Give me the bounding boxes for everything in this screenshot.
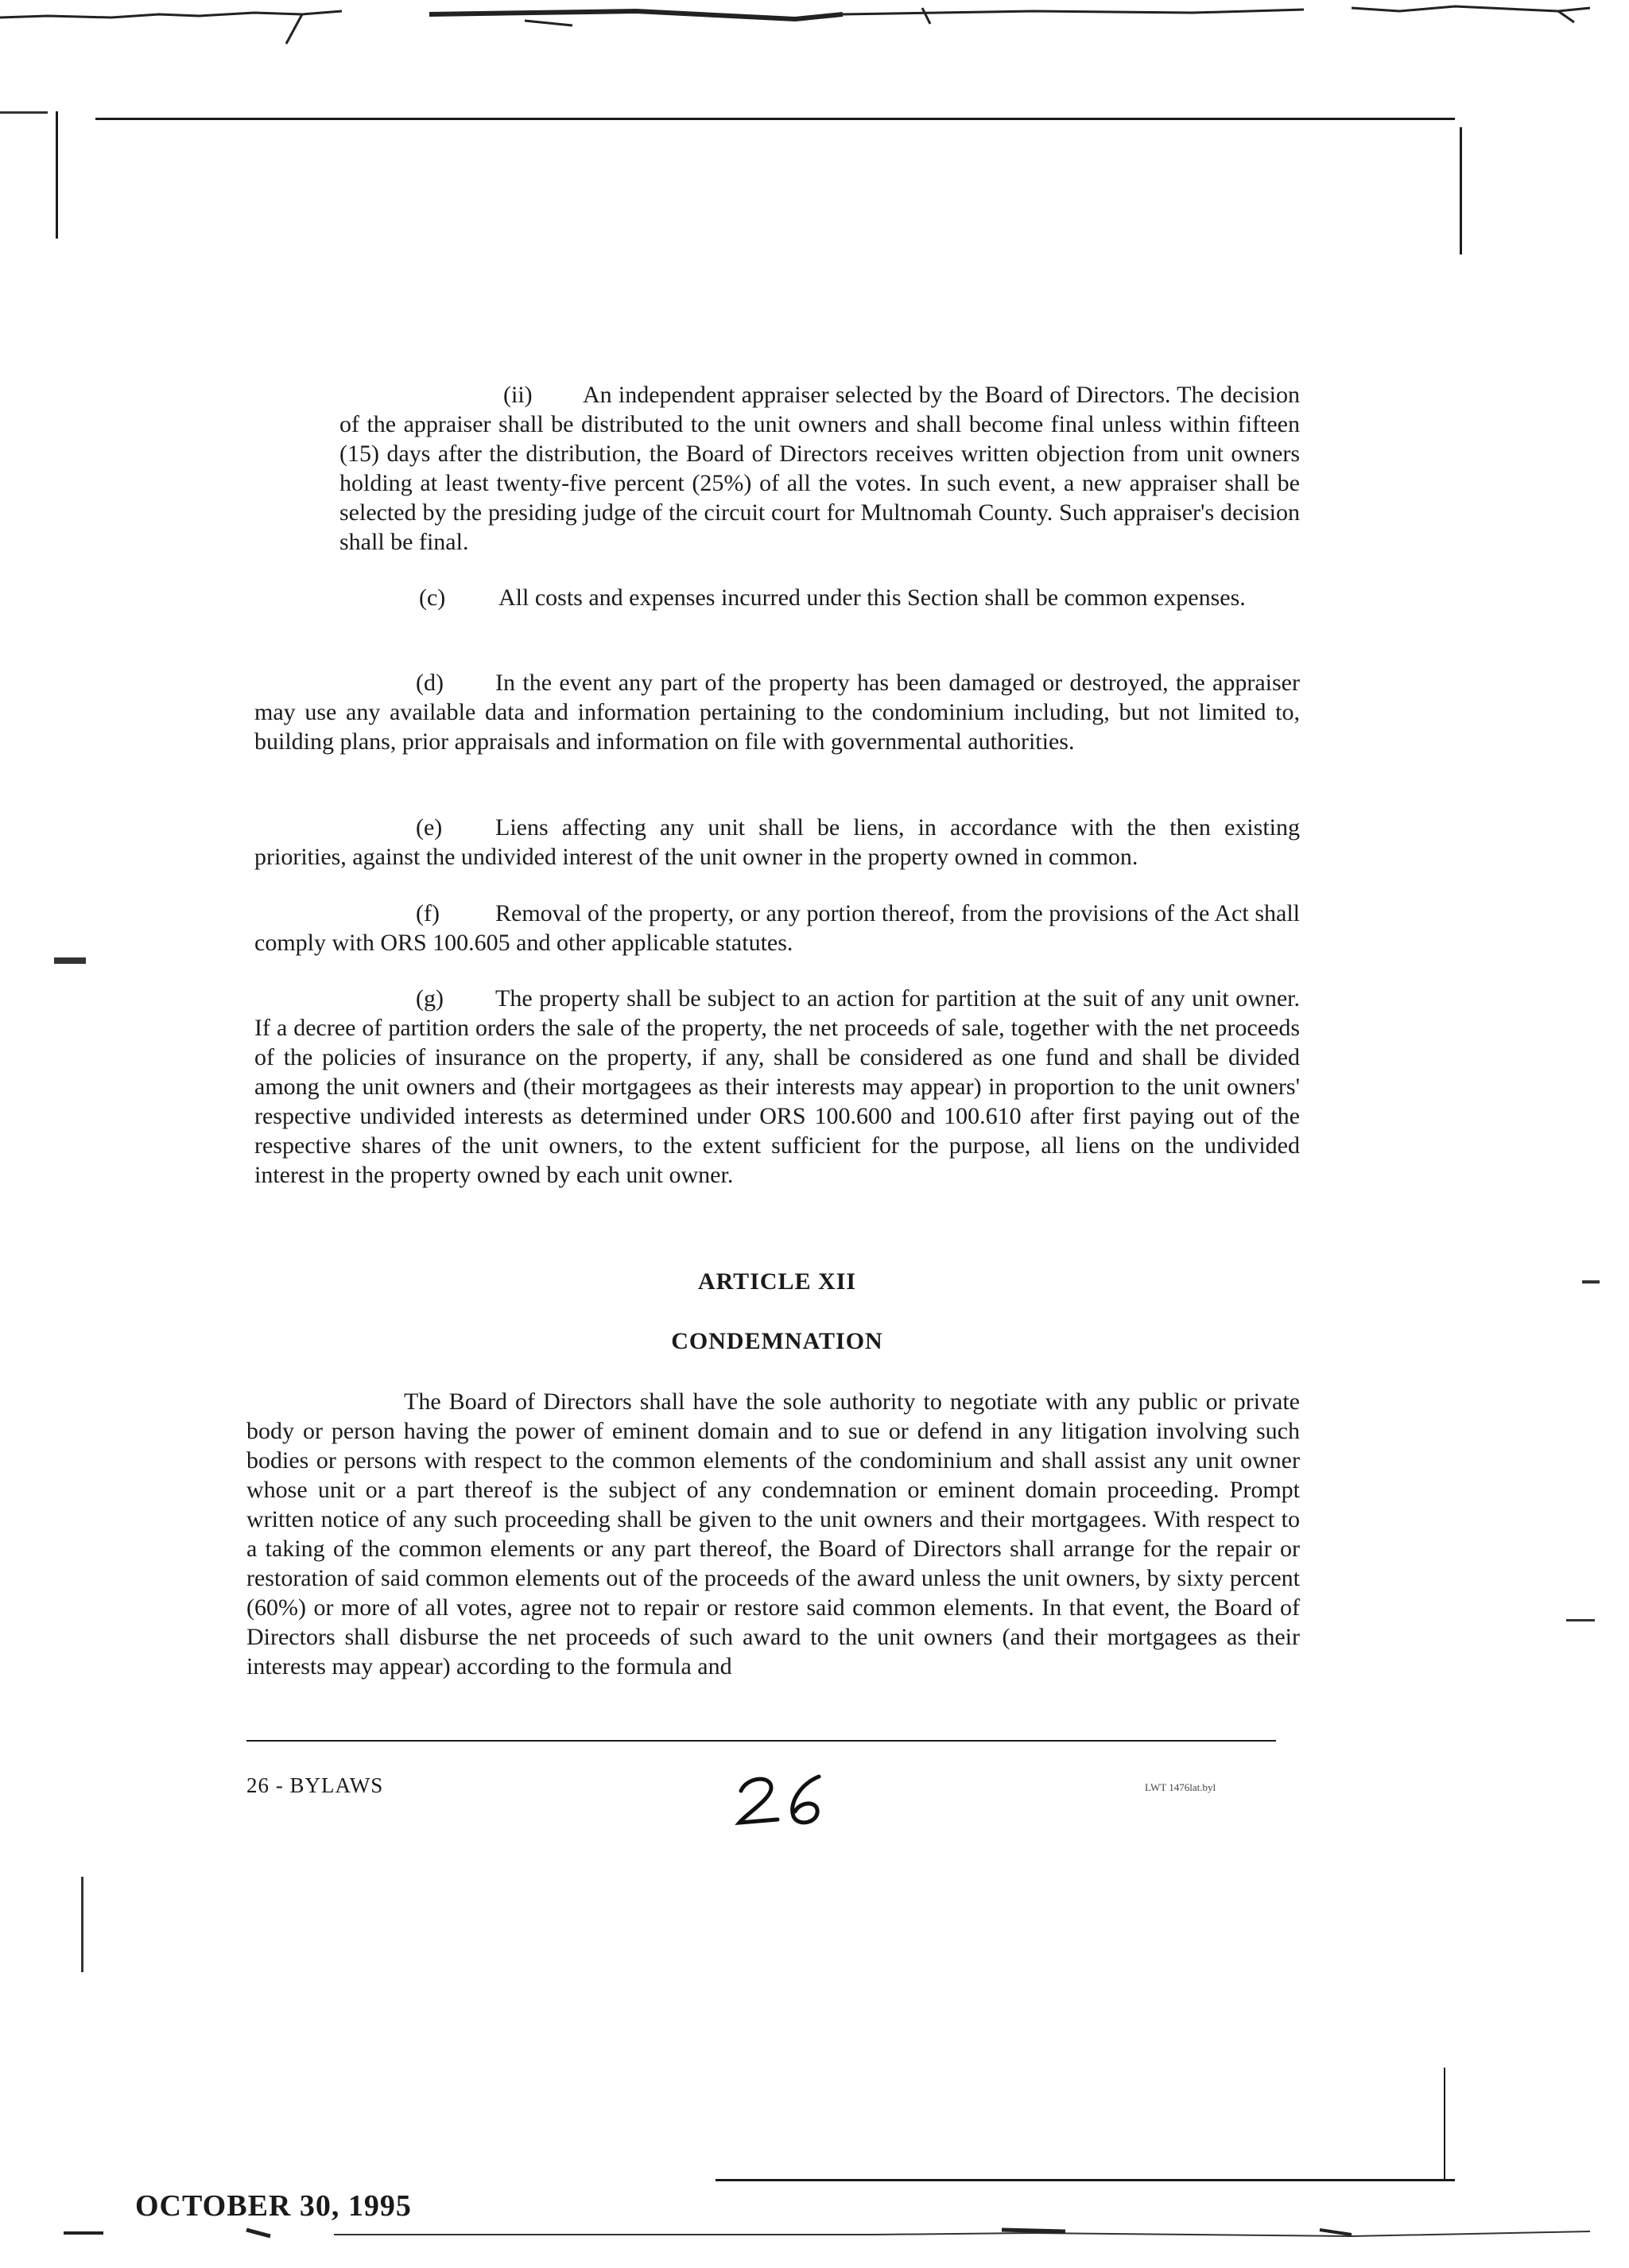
article-number: ARTICLE XII <box>697 1268 857 1295</box>
paragraph-text: All costs and expenses incurred under this Section shall be common expenses. <box>498 584 1246 611</box>
frame-right-rule <box>1460 127 1462 254</box>
paragraph-d <box>254 668 1300 756</box>
margin-mark <box>1566 1619 1595 1621</box>
article-body: The Board of Directors shall have the sole authority to negotiate with any public or private body or person having the power of eminent domain and to sue or defend in any litigation involving such bodies or persons with respect to the common elements of the condominium and shall assist any unit owner whose unit or a part thereof is the subject of any condemnation or eminent domain proceeding. Prompt written notice of any such proceeding shall be given to the unit owners and their mortgagees. With respect to a taking of the common elements or any part thereof, the Board of Directors shall arrange for the repair or restoration of said common elements out of the proceeds of the award unless the unit owners, by sixty percent (60%) or more of all votes, agree not to repair or restore said common elements. In that event, the Board of Directors shall disburse the net proceeds of such award to the unit owners (and their mortgagees as their interests may appear) according to the formula and <box>246 1388 1300 1680</box>
paragraph-ii <box>339 380 1300 557</box>
paragraph-g <box>254 984 1300 1190</box>
paragraph-text: An independent appraiser selected by the Board of Directors. The decision of the appraiser shall be distributed to the unit owners and shall become final unless within fifteen (15) days after the distribution, the Board of Directors receives written objection from unit owners holding at least twenty-five percent (25%) of all the votes. In such event, a new appraiser shall be selected by the presiding judge of the circuit court for Multnomah County. Such appraiser's decision shall be final. <box>339 382 1300 555</box>
frame-bottom-right-rule <box>1444 2068 1445 2179</box>
paragraph-e <box>254 813 1300 872</box>
paragraph-c <box>254 583 1300 612</box>
footer-rule <box>246 1740 1276 1742</box>
footer-page-label: 26 - BYLAWS <box>246 1773 384 1797</box>
paragraph-label: (f) <box>416 900 440 926</box>
paragraph-label: (c) <box>419 584 446 611</box>
paragraph-label: (d) <box>416 670 444 696</box>
paragraph-label: (ii) <box>503 382 533 408</box>
frame-left-rule <box>56 111 58 239</box>
article-title: CONDEMNATION <box>671 1328 883 1354</box>
paragraph-label: (e) <box>416 814 443 841</box>
margin-mark <box>54 957 86 964</box>
paragraph-f <box>254 899 1300 957</box>
scan-artifact-top <box>0 0 1629 56</box>
margin-mark <box>1582 1280 1600 1284</box>
margin-mark <box>81 1877 83 1972</box>
date-stamp: OCTOBER 30, 1995 <box>135 2189 412 2223</box>
paragraph-label: (g) <box>416 985 444 1012</box>
paragraph-text: The property shall be subject to an action for partition at the suit of any unit owner. If a decree of partition orders the sale of the property, the net proceeds of sale, together with the net proceeds of the policies of insurance on the property, if any, shall be considered as one fund and shall be divided among the unit owners and (their mortgagees as their interests may appear) in proportion to the unit owners' respective undivided interests as determined under ORS 100.600 and 100.610 after first paying out of the respective shares of the unit owners, to the extent sufficient for the purpose, all liens on the undivided interest in the property owned by each unit owner. <box>254 985 1300 1188</box>
paragraph-text: Removal of the property, or any portion thereof, from the provisions of the Act shall comply with ORS 100.605 and other applicable statutes. <box>254 900 1300 956</box>
paragraph-text: Liens affecting any unit shall be liens, in accordance with the then existing priorities, against the undivided interest of the unit owner in the property owned in common. <box>254 814 1300 870</box>
margin-mark <box>0 111 48 114</box>
frame-bottom-rule <box>716 2179 1455 2181</box>
footer-doc-code: LWT 1476lat.byl <box>1145 1781 1216 1793</box>
paragraph-text: In the event any part of the property has been damaged or destroyed, the appraiser may use any available data and information pertaining to the condominium including, but not limited to, building plans, prior appraisals and information on file with governmental authorities. <box>254 670 1300 755</box>
handwritten-page-number <box>731 1767 835 1831</box>
frame-top-rule <box>95 118 1455 120</box>
scan-artifact-bottom <box>0 2227 1629 2268</box>
